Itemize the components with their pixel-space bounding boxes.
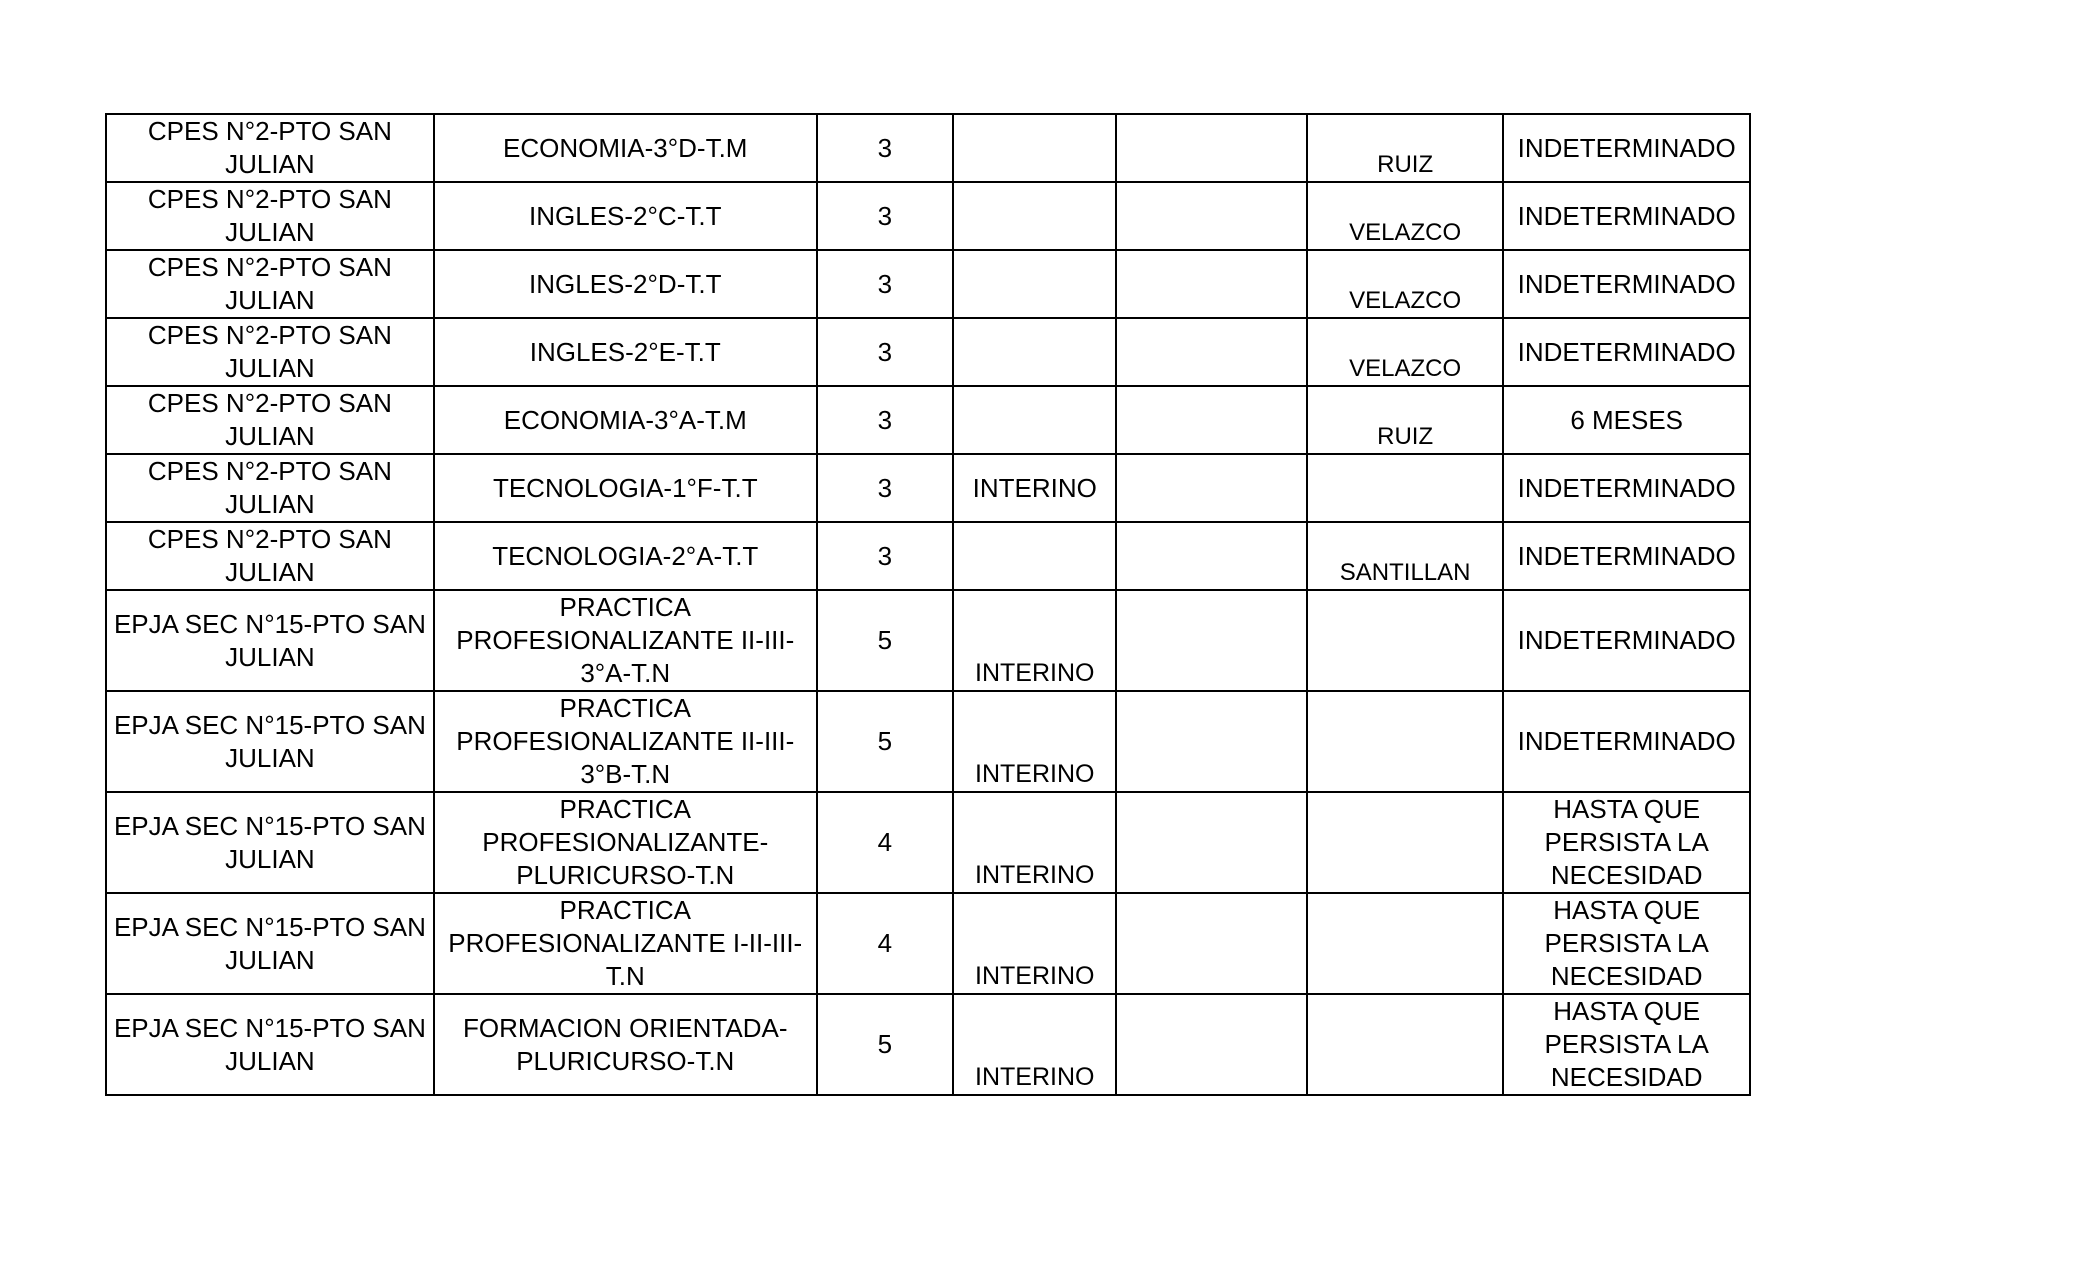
subject-cell: TECNOLOGIA-2°A-T.T	[434, 522, 817, 590]
type-cell: INTERINO	[953, 792, 1116, 893]
subject-cell: INGLES-2°E-T.T	[434, 318, 817, 386]
subject-cell: ECONOMIA-3°A-T.M	[434, 386, 817, 454]
school-cell: CPES N°2-PTO SAN JULIAN	[106, 522, 434, 590]
table-row	[106, 454, 1750, 522]
subject-cell: TECNOLOGIA-1°F-T.T	[434, 454, 817, 522]
duration-cell: HASTA QUE PERSISTA LA NECESIDAD	[1503, 893, 1750, 994]
name-cell	[1307, 893, 1503, 994]
extra-cell	[1116, 454, 1306, 522]
name-cell	[1307, 994, 1503, 1095]
name-cell	[1307, 792, 1503, 893]
hours-cell: 3	[817, 522, 953, 590]
name-cell: VELAZCO	[1307, 250, 1503, 318]
duration-cell: INDETERMINADO	[1503, 522, 1750, 590]
extra-cell	[1116, 386, 1306, 454]
extra-cell	[1116, 114, 1306, 182]
duration-cell: INDETERMINADO	[1503, 114, 1750, 182]
hours-cell: 3	[817, 454, 953, 522]
school-cell: CPES N°2-PTO SAN JULIAN	[106, 250, 434, 318]
name-cell: VELAZCO	[1307, 182, 1503, 250]
subject-cell: INGLES-2°C-T.T	[434, 182, 817, 250]
subject-cell: PRACTICA PROFESIONALIZANTE II-III-3°A-T.N	[434, 590, 817, 691]
name-cell: RUIZ	[1307, 114, 1503, 182]
hours-cell: 3	[817, 386, 953, 454]
table-row	[106, 386, 1750, 454]
hours-cell: 3	[817, 114, 953, 182]
school-cell: CPES N°2-PTO SAN JULIAN	[106, 114, 434, 182]
table-body	[106, 114, 1750, 1095]
type-cell: INTERINO	[953, 691, 1116, 792]
duration-cell: INDETERMINADO	[1503, 454, 1750, 522]
type-cell: INTERINO	[953, 454, 1116, 522]
table-row	[106, 250, 1750, 318]
school-cell: EPJA SEC N°15-PTO SAN JULIAN	[106, 994, 434, 1095]
name-cell: RUIZ	[1307, 386, 1503, 454]
subject-cell: INGLES-2°D-T.T	[434, 250, 817, 318]
extra-cell	[1116, 590, 1306, 691]
table-row	[106, 994, 1750, 1095]
school-cell: CPES N°2-PTO SAN JULIAN	[106, 318, 434, 386]
extra-cell	[1116, 691, 1306, 792]
table-row	[106, 522, 1750, 590]
subject-cell: PRACTICA PROFESIONALIZANTE-PLURICURSO-T.N	[434, 792, 817, 893]
duration-cell: INDETERMINADO	[1503, 250, 1750, 318]
type-cell: INTERINO	[953, 994, 1116, 1095]
table-row	[106, 893, 1750, 994]
hours-cell: 5	[817, 590, 953, 691]
table-row	[106, 691, 1750, 792]
extra-cell	[1116, 250, 1306, 318]
school-cell: CPES N°2-PTO SAN JULIAN	[106, 386, 434, 454]
type-cell	[953, 182, 1116, 250]
table-row	[106, 318, 1750, 386]
hours-cell: 3	[817, 250, 953, 318]
school-cell: CPES N°2-PTO SAN JULIAN	[106, 454, 434, 522]
extra-cell	[1116, 182, 1306, 250]
school-cell: EPJA SEC N°15-PTO SAN JULIAN	[106, 691, 434, 792]
type-cell	[953, 522, 1116, 590]
type-cell: INTERINO	[953, 893, 1116, 994]
name-cell	[1307, 691, 1503, 792]
extra-cell	[1116, 792, 1306, 893]
name-cell	[1307, 590, 1503, 691]
type-cell	[953, 250, 1116, 318]
extra-cell	[1116, 994, 1306, 1095]
duration-cell: INDETERMINADO	[1503, 691, 1750, 792]
extra-cell	[1116, 522, 1306, 590]
hours-cell: 5	[817, 691, 953, 792]
school-cell: EPJA SEC N°15-PTO SAN JULIAN	[106, 590, 434, 691]
extra-cell	[1116, 318, 1306, 386]
name-cell	[1307, 454, 1503, 522]
table-row	[106, 590, 1750, 691]
subject-cell: ECONOMIA-3°D-T.M	[434, 114, 817, 182]
school-cell: EPJA SEC N°15-PTO SAN JULIAN	[106, 792, 434, 893]
school-cell: EPJA SEC N°15-PTO SAN JULIAN	[106, 893, 434, 994]
hours-cell: 4	[817, 792, 953, 893]
table-row	[106, 114, 1750, 182]
subject-cell: PRACTICA PROFESIONALIZANTE I-II-III-T.N	[434, 893, 817, 994]
type-cell: INTERINO	[953, 590, 1116, 691]
hours-cell: 3	[817, 182, 953, 250]
duration-cell: INDETERMINADO	[1503, 182, 1750, 250]
name-cell: VELAZCO	[1307, 318, 1503, 386]
type-cell	[953, 386, 1116, 454]
type-cell	[953, 318, 1116, 386]
type-cell	[953, 114, 1116, 182]
school-cell: CPES N°2-PTO SAN JULIAN	[106, 182, 434, 250]
duration-cell: INDETERMINADO	[1503, 590, 1750, 691]
duration-cell: HASTA QUE PERSISTA LA NECESIDAD	[1503, 792, 1750, 893]
hours-cell: 4	[817, 893, 953, 994]
hours-cell: 5	[817, 994, 953, 1095]
duration-cell: INDETERMINADO	[1503, 318, 1750, 386]
hours-cell: 3	[817, 318, 953, 386]
subject-cell: FORMACION ORIENTADA-PLURICURSO-T.N	[434, 994, 817, 1095]
table-row	[106, 182, 1750, 250]
duration-cell: 6 MESES	[1503, 386, 1750, 454]
duration-cell: HASTA QUE PERSISTA LA NECESIDAD	[1503, 994, 1750, 1095]
name-cell: SANTILLAN	[1307, 522, 1503, 590]
table-row	[106, 792, 1750, 893]
extra-cell	[1116, 893, 1306, 994]
assignments-table	[105, 113, 1751, 1096]
subject-cell: PRACTICA PROFESIONALIZANTE II-III-3°B-T.N	[434, 691, 817, 792]
